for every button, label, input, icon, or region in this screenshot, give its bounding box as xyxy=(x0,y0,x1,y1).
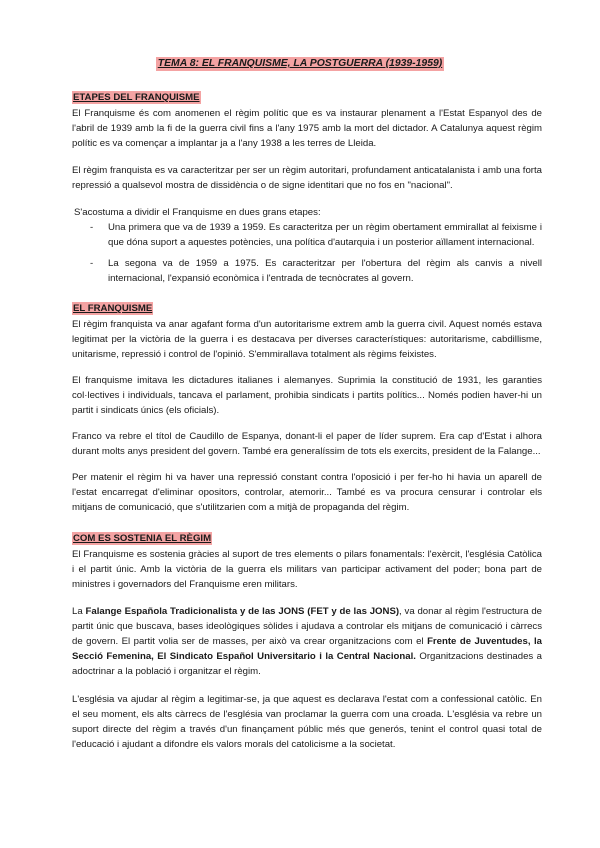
stages-list xyxy=(72,220,542,286)
paragraph: Franco va rebre el títol de Caudillo de Espanya, donant-li el paper de líder suprem. Era cap d'Estat i alhora durant molts anys president del govern. També era generalíssim de tots els exercits, president de la Falange... xyxy=(72,431,542,457)
section-heading-sostenia: COM ES SOSTENIA EL RÈGIM xyxy=(73,533,212,544)
list-item xyxy=(72,256,542,286)
list-item-text: Una primera que va de 1939 a 1959. Es caracteritza per un règim obertament emmirallat al feixisme i que dóna suport a aquestes potències, una política d'autarquia i un posterior aïllament internacional. xyxy=(108,222,542,248)
text-run: Organitzacions destinades a adoctrinar a la població i organitzar el règim. xyxy=(72,651,542,677)
section-heading-franquisme: EL FRANQUISME xyxy=(73,303,153,314)
paragraph: El règim franquista va anar agafant forma d'un autoritarisme extrem amb la guerra civil. Aquest només estava legitimat per la victòria de la guerra i es destacava per diverses característiques: autoritarisme, cabdillisme, unitarisme, repressió i control de l'opinió. S'emmirallava totalment als règims feixistes. xyxy=(72,319,542,360)
section-heading-etapes: ETAPES DEL FRANQUISME xyxy=(73,92,200,103)
paragraph: El règim franquista es va caracteritzar per ser un règim autoritari, profundament anticatalanista i amb una forta repressió a qualsevol mostra de dissidència o de signe identitari que no fos en "nacional". xyxy=(72,165,542,191)
paragraph-falange xyxy=(72,604,542,679)
list-item-text: La segona va de 1959 a 1975. Es caracteritzar per l'obertura del règim als canvis a nivell internacional, l'expansió econòmica i l'entrada de tecnòcrates al govern. xyxy=(108,258,542,284)
page-title: TEMA 8: EL FRANQUISME, LA POSTGUERRA (1939-1959) xyxy=(157,58,443,69)
list-item xyxy=(72,220,542,250)
paragraph: El Franquisme es sostenia gràcies al suport de tres elements o pilars fonamentals: l'exèrcit, l'església Catòlica i el partit únic. Amb la victòria de la guerra els militars van participar activament del poder; bona part de ministres i governadors del Franquisme eren militars. xyxy=(72,549,542,590)
title-container xyxy=(0,56,600,71)
bold-falange: Falange Española Tradicionalista y de las JONS (FET y de las JONS) xyxy=(85,606,400,617)
bold-organitzacions: Frente de Juventudes, la Secció Femenina, El Sindicato Español Universitario i la Central Nacional. xyxy=(72,636,542,662)
paragraph: S'acostuma a dividir el Franquisme en dues grans etapes: xyxy=(74,207,321,218)
paragraph: El franquisme imitava les dictadures italianes i alemanyes. Suprimia la constitució de 1931, les garanties col·lectives i individuals, tancava el parlament, prohibia sindicats i partits polítics... Només podien haver-hi un partit i sindicats únics (els oficials). xyxy=(72,375,542,416)
paragraph: L'església va ajudar al règim a legitimar-se, ja que aquest es declarava l'estat com a confessional catòlic. En el seu moment, els alts càrrecs de l'església van proclamar la guerra com una croada. L'església va rebre un suport directe del règim a través d'un finançament públic més que generós, tenint el control quasi total de l'educació i ajudant a difondre els valors morals del catolicisme a la societat. xyxy=(72,694,542,750)
paragraph: Per matenir el règim hi va haver una repressió constant contra l'oposició i per fer-ho hi havia un aparell de l'estat encarregat d'eliminar opositors, controlar, atemorir... També es va procura censurar i controlar els mitjans de comunicació, que s'utilitzarien com a mitjà de propaganda del règim. xyxy=(72,472,542,513)
list-dash: - xyxy=(90,258,94,269)
paragraph: El Franquisme és com anomenen el règim polític que es va instaurar plenament a l'Estat Espanyol des de l'abril de 1939 amb la fi de la guerra civil fins a l'any 1975 amb la mort del dictador. A Catalunya aquest règim polític es va començar a implantar ja a l'any 1938 a les terres de Lleida. xyxy=(72,108,542,149)
text-run: La xyxy=(72,606,86,617)
text-run: , va donar al règim l'estructura de partit únic que buscava, bases ideològiques sòlides i ajudava a controlar els mitjans de comunicació i càrrecs de govern. El partit volia ser de masses, per això va crear organitzacions com el xyxy=(72,606,543,647)
list-dash: - xyxy=(90,222,94,233)
